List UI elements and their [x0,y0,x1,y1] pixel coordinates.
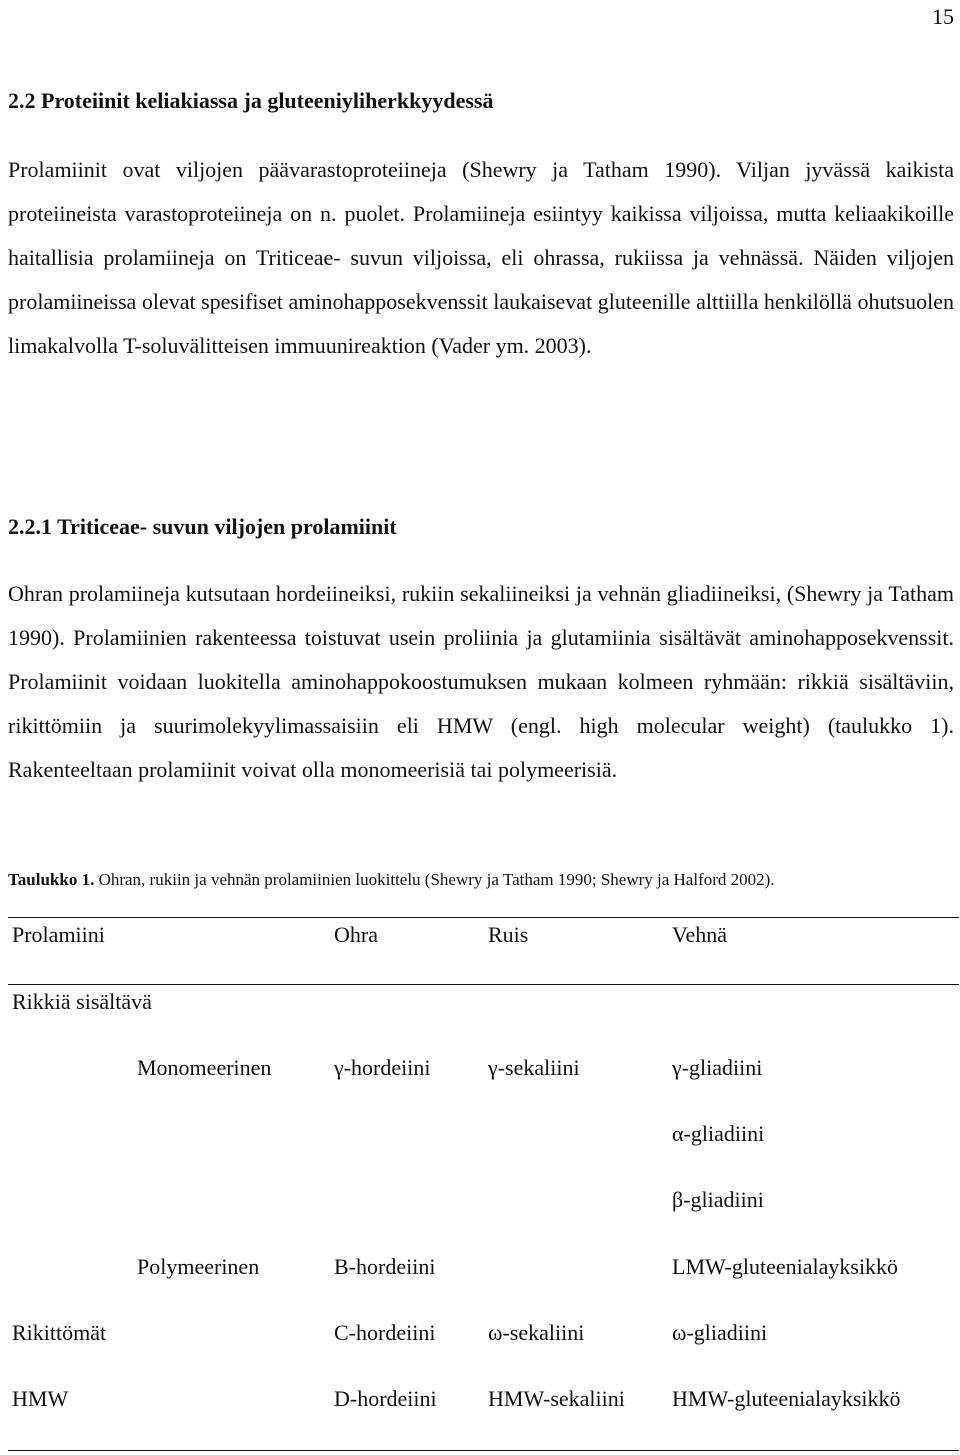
row-sulfur-poor-ruis: ω-sekaliini [488,1320,585,1345]
section-heading: 2.2 Proteiinit keliakiassa ja gluteeniyliherkkyydessä [8,88,494,113]
row-polymeric-ohra: B-hordeiini [334,1254,436,1279]
section-paragraph: Prolamiinit ovat viljojen päävarastoproteiineja (Shewry ja Tatham 1990). Viljan jyvässä kaikista proteiineista varastoproteiineja on n. puolet. Prolamiineja esiintyy kaikissa viljoissa, mutta keliaakikoille haitallisia prolamiineja on Triticeae- suvun viljoissa, eli ohrassa, rukiissa ja vehnässä. Näiden viljojen prolamiineissa olevat spesifiset aminohapposekvenssit laukaisevat gluteenille alttiilla henkilöllä ohutsuolen limakalvolla T-soluvälitteisen immuunireaktion (Vader ym. 2003). [8,157,954,358]
header-ruis: Ruis [488,922,529,947]
row-monomeric-ohra: γ-hordeiini [334,1055,431,1080]
row-sulfur-poor-vehna: ω-gliadiini [672,1320,768,1345]
subsection-paragraph: Ohran prolamiineja kutsutaan hordeiineiksi, rukiin sekaliineiksi ja vehnän gliadiineiksi, (Shewry ja Tatham 1990). Prolamiinien rakenteessa toistuvat usein proliinia ja glutamiinia sisältävät aminohapposekvenssit. Prolamiinit voidaan luokitella aminohappokoostumuksen mukaan kolmeen ryhmään: rikkiä sisältäviin, rikittömiin ja suurimolekyylimassaisiin eli HMW (engl. high molecular weight) (taulukko 1). Rakenteeltaan prolamiinit voivat olla monomeerisiä tai polymeerisiä. [8,581,954,782]
row-hmw-vehna: HMW-gluteenialayksikkö [672,1386,901,1411]
page-number: 15 [932,4,954,29]
table-caption [8,869,954,891]
row-beta-vehna: β-gliadiini [672,1187,764,1212]
group-sulfur-rich: Rikkiä sisältävä [12,989,152,1014]
table-caption-label: Taulukko 1. [8,870,95,889]
row-polymeric-vehna: LMW-gluteenialayksikkö [672,1254,899,1279]
header-vehna: Vehnä [672,922,727,947]
table-top-rule [8,917,959,918]
table-header-rule [8,984,959,985]
row-hmw-ohra: D-hordeiini [334,1386,437,1411]
row-monomeric-ruis: γ-sekaliini [488,1055,580,1080]
table-caption-text: Ohran, rukiin ja vehnän prolamiinien luokittelu (Shewry ja Tatham 1990; Shewry ja Halford 2002). [94,870,775,889]
row-hmw-ruis: HMW-sekaliini [488,1386,625,1411]
table-bottom-rule [8,1450,959,1451]
row-sulfur-poor-ohra: C-hordeiini [334,1320,436,1345]
subsection-heading: 2.2.1 Triticeae- suvun viljojen prolamiinit [8,514,397,539]
row-alpha-vehna: α-gliadiini [672,1121,765,1146]
header-prolamiini: Prolamiini [12,922,105,947]
row-polymeric-subtype: Polymeerinen [137,1254,260,1279]
row-monomeric-subtype: Monomeerinen [137,1055,272,1080]
row-hmw-group: HMW [12,1386,69,1411]
header-ohra: Ohra [334,922,378,947]
row-sulfur-poor-group: Rikittömät [12,1320,107,1345]
row-monomeric-vehna: γ-gliadiini [672,1055,763,1080]
